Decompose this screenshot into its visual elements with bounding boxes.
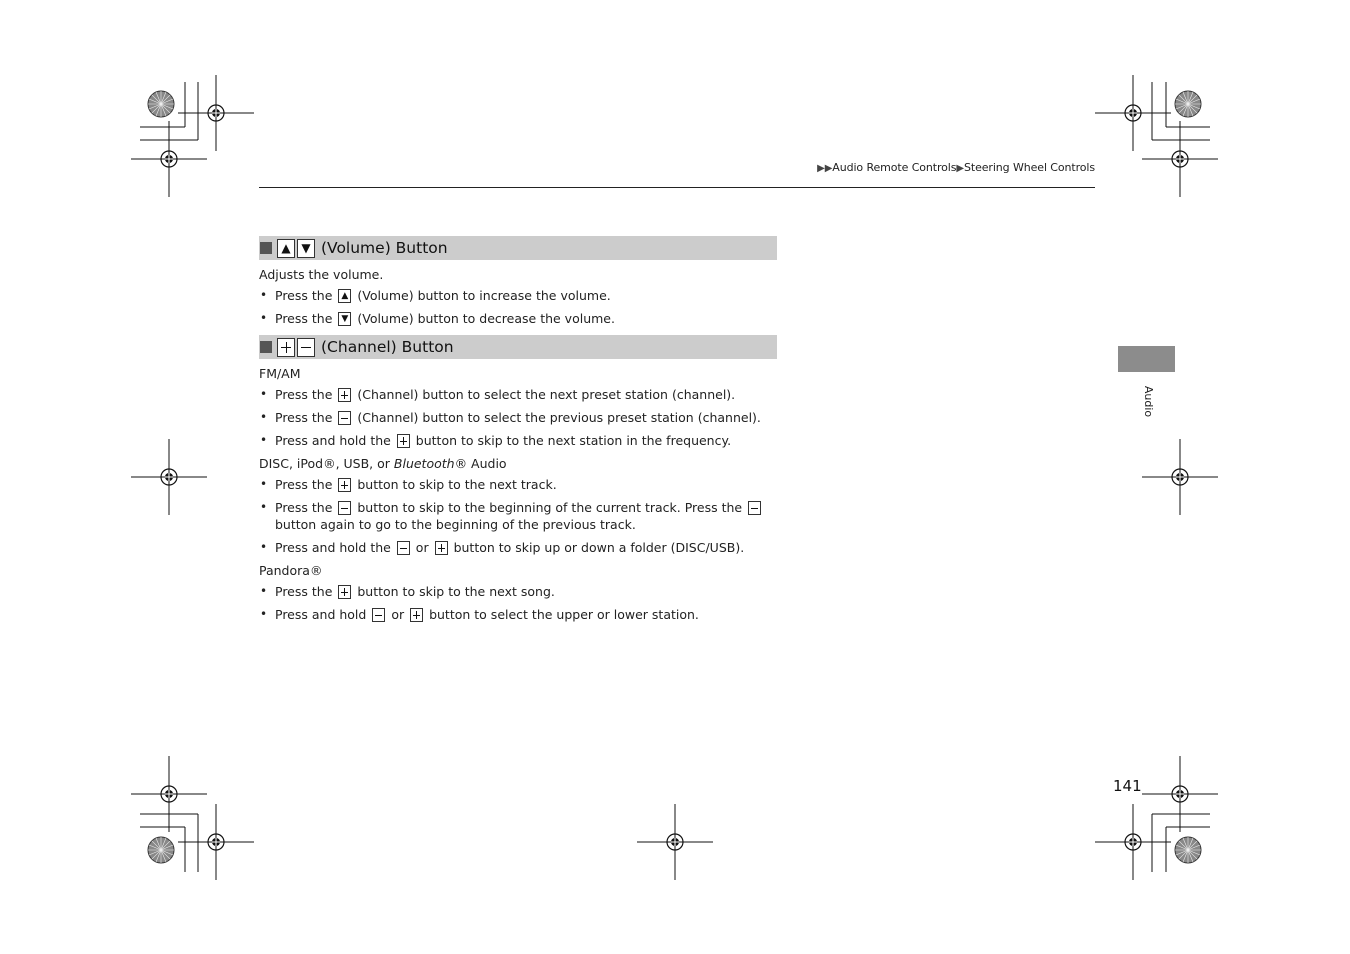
text: button to select the upper or lower station. xyxy=(429,607,699,622)
text: or xyxy=(391,607,405,622)
plus-key-icon xyxy=(410,608,423,622)
plus-key-icon xyxy=(277,338,295,357)
text: Press the xyxy=(275,584,333,599)
list-item xyxy=(259,409,777,426)
breadcrumb-item[interactable]: Steering Wheel Controls xyxy=(964,161,1095,174)
breadcrumb xyxy=(817,161,1095,174)
text: ® Audio xyxy=(454,456,507,471)
section-title: (Volume) Button xyxy=(321,238,448,257)
text: button to skip to the next track. xyxy=(357,477,557,492)
page-number: 141 xyxy=(1113,777,1142,795)
minus-key-icon xyxy=(372,608,385,622)
list-item xyxy=(259,287,777,304)
minus-key-icon xyxy=(397,541,410,555)
bullet-list xyxy=(259,287,777,327)
group-label-fmam: FM/AM xyxy=(259,366,301,381)
plus-key-icon xyxy=(435,541,448,555)
text: Press the xyxy=(275,477,333,492)
list-item xyxy=(259,539,777,556)
crosshair-icon xyxy=(1142,439,1218,515)
star-target-icon xyxy=(148,837,174,863)
minus-key-icon xyxy=(748,501,761,515)
crosshair-icon xyxy=(178,804,254,880)
list-item xyxy=(259,310,777,327)
text: Press the xyxy=(275,387,333,402)
text: (Channel) button to select the previous preset station (channel). xyxy=(357,410,761,425)
plus-key-icon xyxy=(338,585,351,599)
minus-key-icon xyxy=(297,338,315,357)
star-target-icon xyxy=(1175,91,1201,117)
text: Press and hold the xyxy=(275,433,391,448)
star-target-icon xyxy=(1175,837,1201,863)
text: (Channel) button to select the next preset station (channel). xyxy=(357,387,736,402)
text: button again to go to the beginning of the previous track. xyxy=(275,517,636,532)
bullet-list xyxy=(259,476,777,556)
minus-key-icon xyxy=(338,411,351,425)
text: Press and hold the xyxy=(275,540,391,555)
crosshair-icon xyxy=(131,756,207,832)
plus-key-icon xyxy=(338,478,351,492)
crosshair-icon xyxy=(131,121,207,197)
text: button to skip to the beginning of the current track. Press the xyxy=(357,500,743,515)
text: button to skip to the next song. xyxy=(357,584,555,599)
chapter-tab-label: Audio xyxy=(1142,385,1156,418)
crosshair-icon xyxy=(1142,756,1218,832)
text: button to skip to the next station in the frequency. xyxy=(415,433,732,448)
bullet-list xyxy=(259,583,777,623)
plus-key-icon xyxy=(338,388,351,402)
crosshair-icon xyxy=(1142,121,1218,197)
list-item xyxy=(259,583,777,600)
heading-square-icon xyxy=(260,341,272,353)
minus-key-icon xyxy=(338,501,351,515)
text: (Volume) button to increase the volume. xyxy=(357,288,611,303)
group-label-disc xyxy=(259,455,777,472)
breadcrumb-arrow-icon: ▶ xyxy=(956,163,964,174)
chapter-tab[interactable] xyxy=(1118,346,1175,372)
text: DISC, iPod®, USB, or xyxy=(259,456,394,471)
bullet-list xyxy=(259,386,777,449)
main-content xyxy=(259,236,777,629)
breadcrumb-item[interactable]: Audio Remote Controls xyxy=(832,161,957,174)
volume-down-key-icon: ▼ xyxy=(338,312,351,326)
header-rule xyxy=(259,187,1095,188)
text: Press the xyxy=(275,311,333,326)
list-item xyxy=(259,499,777,533)
text: Press and hold xyxy=(275,607,367,622)
section-heading-volume xyxy=(259,236,777,260)
crosshair-icon xyxy=(637,804,713,880)
plus-key-icon xyxy=(397,434,410,448)
volume-up-key-icon: ▲ xyxy=(338,289,351,303)
paragraph: Adjusts the volume. xyxy=(259,267,384,282)
volume-down-key-icon: ▼ xyxy=(297,239,315,258)
list-item xyxy=(259,476,777,493)
text: button to skip up or down a folder (DISC/USB). xyxy=(453,540,745,555)
list-item xyxy=(259,432,777,449)
text: Press the xyxy=(275,410,333,425)
list-item xyxy=(259,606,777,623)
section-title: (Channel) Button xyxy=(321,337,454,356)
list-item xyxy=(259,386,777,403)
volume-up-key-icon: ▲ xyxy=(277,239,295,258)
breadcrumb-arrow-icon: ▶▶ xyxy=(817,163,833,174)
crosshair-icon xyxy=(1095,804,1171,880)
group-label-pandora: Pandora® xyxy=(259,563,323,578)
heading-square-icon xyxy=(260,242,272,254)
crosshair-icon xyxy=(131,439,207,515)
text: Press the xyxy=(275,500,333,515)
text: (Volume) button to decrease the volume. xyxy=(357,311,615,326)
section-heading-channel xyxy=(259,335,777,359)
text: Press the xyxy=(275,288,333,303)
text: or xyxy=(415,540,429,555)
text: Bluetooth xyxy=(393,456,455,471)
star-target-icon xyxy=(148,91,174,117)
